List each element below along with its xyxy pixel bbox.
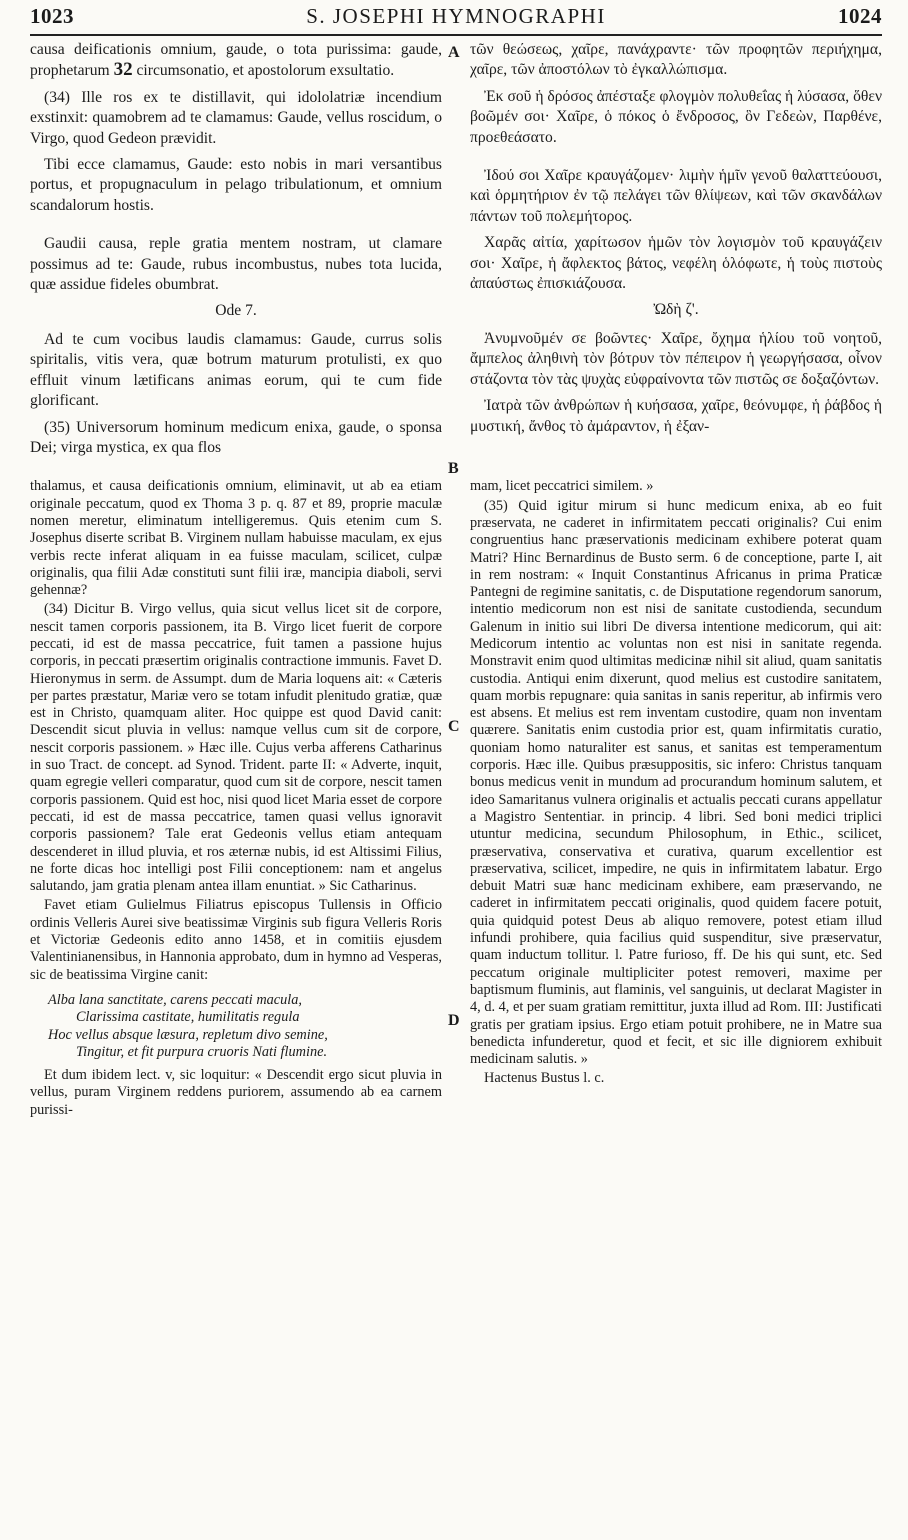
commentary-paragraph: mam, licet peccatrici similem. » bbox=[470, 478, 654, 495]
commentary-paragraph: Favet etiam Gulielmus Filiatrus episcopus Tullensis in Officio ordinis Velleris Aurei sive beatissimæ Virginis sub figura Velleris Roris et Victoriæ Gedeonis edito anno 1458, et in comitiis ejusdem Valentinianensibus, in Hannonia approbato, dum in hymno ad Vesperas, sic de beatissima Virgine canit: bbox=[30, 897, 442, 983]
margin-marker-d: D bbox=[448, 1012, 460, 1030]
commentary-paragraph: Et dum ibidem lect. v, sic loquitur: « Descendit ergo sicut pluvia in vellus, puram Virginem reddens puriorem, assumendo ab ea carnem purissi- bbox=[30, 1067, 442, 1118]
commentary-paragraph: Hactenus Bustus l. c. bbox=[484, 1070, 605, 1087]
margin-marker-c: C bbox=[448, 718, 460, 736]
right-page-number: 1024 bbox=[838, 4, 882, 28]
latin-stanza-2: (34) Ille ros ex te distillavit, qui idololatriæ incendium exstinxit: quamobrem ad te clamamus: Gaude, vellus roscidum, o Virgo, quod Gedeon prævidit. bbox=[30, 88, 442, 147]
latin-stanza-6: (35) Universorum hominum medicum enixa, gaude, o sponsa Dei; virga mystica, ex qua flos bbox=[30, 418, 442, 456]
left-page-number: 1023 bbox=[30, 4, 74, 28]
latin-stanza-4: Gaudii causa, reple gratia mentem nostram, ut clamare possimus ad te: Gaude, rubus incombustus, nubes tota lucida, quæ assidue fideles obumbrat. bbox=[30, 235, 442, 294]
greek-hymn-column bbox=[456, 40, 882, 464]
commentary-right-column bbox=[456, 478, 882, 1121]
greek-stanza-5: Ἀνυμνοῦμέν σε βοῶντες· Χαῖρε, ὄχημα ἡλίου τοῦ νοητοῦ, ἄμπελος ἀληθινὴ τὸν βότρυν τὸν πέπειρον ἡ γεωργήσασα, οἶνον στάζοντα τὸν τὰς ψυχὰς εὐφραίνοντα τῶν πιστῶς σε δοξαζόντων. bbox=[470, 329, 882, 388]
greek-stanza-2: Ἐκ σοῦ ἡ δρόσος ἀπέσταξε φλογμὸν πολυθεΐας ἡ λύσασα, ὅθεν βοῶμέν σοι· Χαῖρε, ὁ πόκος ὁ ἔνδροσος, ὃν Γεδεὼν, Παρθένε, προεθεάσατο. bbox=[470, 87, 882, 146]
latin-ode-heading: Ode 7. bbox=[215, 302, 257, 320]
verse-line: Alba lana sanctitate, carens peccati macula, bbox=[48, 991, 302, 1008]
latin-stanza-5: Ad te cum vocibus laudis clamamus: Gaude, currus solis spiritalis, vitis vera, quæ botrum maturum protulisti, ex quo effluit vinum lætificans animas eorum, qui te cum fide glorificant. bbox=[30, 330, 442, 410]
commentary-paragraph: thalamus, et causa deificationis omnium, eliminavit, ut ab ea etiam originale peccatum, quod ex Thoma 3 p. q. 87 et 89, proprie maculæ nomen meretur, eliminatum intelligeremus. Quis etenim cum S. Josephus diserte scribat B. Virginem nullam habuisse maculam, ex ejus verbis recte inferat aliquam in ea fuisse maculam, scilicet, culpæ originalis, qua filii Adæ constituti sunt filii iræ, mancipia diaboli, servi gehennæ? bbox=[30, 478, 442, 599]
margin-marker-b: B bbox=[448, 460, 459, 477]
greek-stanza-4: Χαρᾶς αἰτία, χαρίτωσον ἡμῶν τὸν λογισμὸν τοῦ κραυγάζειν σοι· Χαῖρε, ἡ ἄφλεκτος βάτος, νεφέλη ὁλόφωτε, ἡ τοὺς πιστοὺς ἀπαύστως ἐπισκιάζουσα. bbox=[470, 234, 882, 293]
hymn-section bbox=[30, 40, 882, 477]
latin-stanza-1: causa deificationis omnium, gaude, o tota purissima: gaude, prophetarum 32 circumsonatio, et apostolorum exsultatio. bbox=[30, 41, 442, 81]
commentary-paragraph: (34) Dicitur B. Virgo vellus, quia sicut vellus licet sit de corpore, nescit tamen corporis passionem, ita B. Virgo licet fuerit de corpore peccati, id est de massa peccatrice, fuit tamen a passione hujus corporis, in peccati præsertim originalis contractione immunis. Favet D. Hieronymus in serm. de Assumpt. dum de Maria loquens ait: « Cæteris per partes præstatur, Mariæ vero se totam infudit plenitudo gratiæ, quæ est in Christo, quamquam aliter. Hoc quippe est quod David canit: Descendit sicut pluvia in vellus: namque vellus cum sit de corpore, nescit corporis passionem. » Hæc ille. Cujus verba afferens Catharinus in suo Tract. de concept. ad Synod. Trident. parte II: « Adverte, inquit, quam egregie velleri comparatur, quod cum sit de corpore, nescit tamen corporis passionem. Quid est hoc, nisi quod licet Maria esset de corpore peccati, id est de massa peccatrice, tamen quasi vellus ignoravit corporis passionem? Tale erat Gedeonis vellus etiam antequam descenderet in illud pluvia, et ros æternæ nubis, id est Altissimi Filius, ne forte dicas hoc intelligi post Filii conceptionem: nam et angelus salutando, jam gratia plenam antea illam enuntiat. » Sic Catharinus. bbox=[30, 601, 442, 895]
greek-stanza-3: Ἰδού σοι Χαῖρε κραυγάζομεν· λιμὴν ἡμῖν γενοῦ θαλαττεύουσι, καὶ ὁρμητήριον ἐν τῷ πελάγει τῶν θλίψεων, καὶ τῶν σκανδάλων πάντων τοῦ πολεμήτορος. bbox=[470, 167, 882, 225]
verse-line: Tingitur, et fit purpura cruoris Nati flumine. bbox=[76, 1043, 328, 1060]
running-title: S. JOSEPHI HYMNOGRAPHI bbox=[306, 4, 606, 28]
verse-line: Clarissima castitate, humilitatis regula bbox=[76, 1009, 300, 1026]
commentary-section bbox=[30, 478, 882, 1121]
greek-stanza-6: Ἰατρὰ τῶν ἀνθρώπων ἡ κυήσασα, χαῖρε, θεόνυμφε, ἡ ῥάβδος ἡ μυστική, ἄνθος τὸ ἀμάραντον, ἡ ἐξαν- bbox=[470, 397, 882, 435]
verse-line: Hoc vellus absque læsura, repletum divo semine, bbox=[48, 1026, 328, 1043]
latin-stanza-3: Tibi ecce clamamus, Gaude: esto nobis in mari versantibus portus, et propugnaculum in pelago tribulationum, et omnium scandalorum hostis. bbox=[30, 156, 442, 214]
commentary-left-column bbox=[30, 478, 456, 1121]
running-header bbox=[30, 4, 882, 36]
margin-marker-a: A bbox=[448, 44, 460, 61]
greek-stanza-1: τῶν θεώσεως, χαῖρε, πανάχραντε· τῶν προφητῶν περιήχημα, χαῖρε, τῶν ἀποστόλων τὸ ἐγκαλλώπισμα. bbox=[470, 41, 882, 79]
greek-ode-heading: Ὠδὴ ζ'. bbox=[653, 301, 699, 319]
latin-hymn-column bbox=[30, 40, 456, 464]
commentary-paragraph: (35) Quid igitur mirum si hunc medicum enixa, ab eo fuit præservata, ne caderet in infirmitatem peccati originalis? Cui enim congruentius hanc præservationis medicinam exhibere poterat quam Matri? Hinc Bernardinus de Busto serm. 6 de conceptione, parte I, ait in rem nostram: « Inquit Constantinus Africanus in prima Praticæ Pantegni de regimine sanitatis, c. de Disputatione regendorum sanorum, intentio medicorum non est nisi de sanitate custodienda, secundum Galenum in initio sui libri De diversa intentione medicorum, qui ait: Medicorum intentio ac voluntas non est nisi in sanitate regenda. Monstravit enim quod ultimitas medicinæ nihil sit aliud, quam sanitatis custodia. Antiqui enim dixerunt, quod melius est custodire sanitatem, quam morbis repugnare: quia sanitas in sanis reperitur, ab infirmis vero est absens. Et melius est rem inventam custodire, quam non inventam quærere. Sanitatis enim custodia prior est, quam infirmitatis curatio, quoniam homo naturaliter est sanus, et sanitas est temperamentum corporis. Hæc ille. Quibus præsuppositis, sic infero: Christus tanquam bonus medicus venit in mundum ad procurandum hominum salutem, et ideo Samaritanus vulnera originalis et actualis peccati curans appellatur a Magistro Sententiar. in princip. 4 libri. Sed boni medici triplici utuntur medicina, secundum Philosophum, in Ethic., scilicet, præservativa, conservativa et curativa, quarum excellentior est præservativa, scilicet, impedire, ne quis in infirmitatem labatur. Ergo debuit Matri suæ hanc medicinam exhibere, eam præservando, ne caderet in infirmitatem peccati originalis, quod quidem facere potuit, quia quidquid potest Deus ab aliquo removere, potest etiam illud infundi prohibere, quia facilius quid suspenditur, sive præservatur, quam inductum tollitur. l. Patre furioso, ff. De his qui sunt, etc. Sed peccatum originale multipliciter potest removeri, maxime per baptismum fluminis, aut flaminis, vel sanguinis, ut declarat Magister in 4, d. 4, et per suam gratiam remittitur, juxta illud ad Rom. III: Justificati gratis per gratiam ipsius. Ergo etiam potuit prohibere, ne in Matre sua benedicta infunderetur, quod et fecit, et sic ille digniorem exhibuit medicinam salutis. » bbox=[470, 497, 882, 1068]
stanza-number: 32 bbox=[113, 59, 133, 81]
hymn-quotation bbox=[48, 992, 442, 1061]
